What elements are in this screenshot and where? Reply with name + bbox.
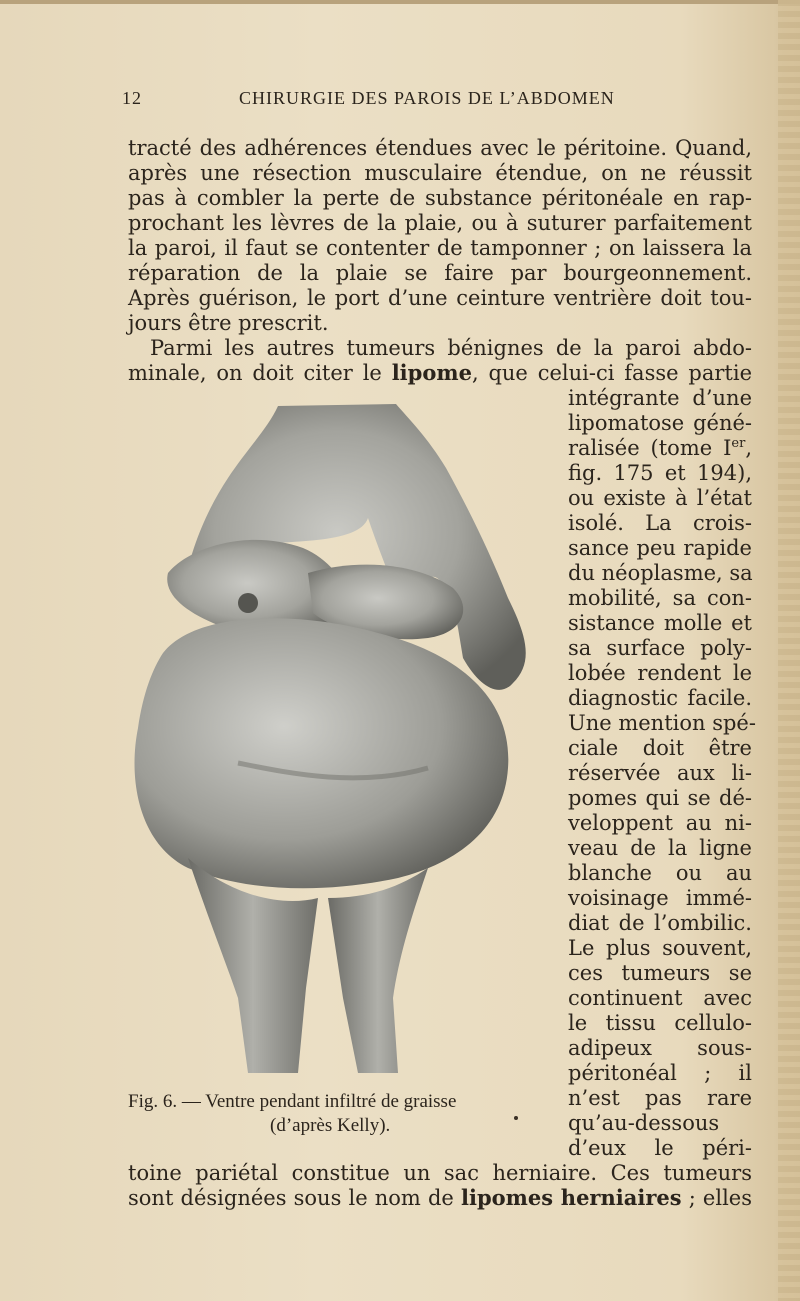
- caption-line: Fig. 6. — Ventre pendant infiltré de graisse: [128, 1091, 457, 1112]
- figure-caption: [128, 1090, 548, 1138]
- wrap-line: réservée aux li-: [568, 761, 752, 785]
- wrap-line: fig. 175 et 194),: [568, 461, 752, 485]
- wrap-line: adipeux sous-: [568, 1036, 752, 1060]
- wrap-line: intégrante d’une: [568, 386, 752, 410]
- text-span: sont désignées sous le nom de: [128, 1186, 461, 1210]
- text-line: prochant les lèvres de la plaie, ou à suturer parfaitement: [128, 211, 752, 235]
- page-top-edge: [0, 0, 800, 4]
- wrap-line: le tissu cellulo-: [568, 1011, 752, 1035]
- page-right-edge: [778, 0, 800, 1301]
- wrap-line: ces tumeurs se: [568, 961, 752, 985]
- wrap-line: Une mention spé-: [568, 711, 756, 735]
- superscript: er: [731, 436, 746, 451]
- wrap-line: lobée rendent le: [568, 661, 752, 685]
- text-line: après une résection musculaire étendue, on ne réussit: [128, 161, 752, 185]
- text-line: [128, 1185, 752, 1211]
- text-line: [128, 360, 752, 386]
- text-line: jours être prescrit.: [128, 311, 329, 335]
- wrap-line: Le plus souvent,: [568, 936, 752, 960]
- wrap-line: diat de l’ombilic.: [568, 911, 752, 935]
- running-title: CHIRURGIE DES PAROIS DE L’ABDOMEN: [239, 88, 615, 108]
- wrap-line: sa surface poly-: [568, 636, 752, 660]
- wrap-line: sistance molle et: [568, 611, 752, 635]
- text-line: toine pariétal constitue un sac herniaire. Ces tumeurs: [128, 1161, 752, 1185]
- wrap-line: n’est pas rare: [568, 1086, 752, 1110]
- paragraph-first-line: Parmi les autres tumeurs bénignes de la paroi abdo-: [150, 336, 752, 360]
- wrap-line: ou existe à l’état: [568, 486, 752, 510]
- text-span: ralisée (tome I: [568, 436, 732, 460]
- text-span: ; elles: [681, 1186, 752, 1210]
- text-line: Après guérison, le port d’une ceinture ventrière doit tou-: [128, 286, 752, 310]
- wrap-line: sance peu rapide: [568, 536, 752, 560]
- text-line: pas à combler la perte de substance péritonéale en rap-: [128, 186, 752, 210]
- text-span: , que celui-ci fasse partie: [471, 361, 752, 385]
- print-speck: [514, 1116, 518, 1120]
- wrap-line: mobilité, sa con-: [568, 586, 752, 610]
- wrap-line: du néoplasme, sa: [568, 561, 753, 585]
- text-line: réparation de la plaie se faire par bourgeonnement.: [128, 261, 752, 285]
- wrap-line: qu’au-dessous: [568, 1111, 720, 1135]
- text-span: ,: [745, 436, 752, 460]
- wrap-line: pomes qui se dé-: [568, 786, 752, 810]
- text-line: la paroi, il faut se contenter de tamponner ; on laissera la: [128, 236, 752, 260]
- wrap-line: blanche ou au: [568, 861, 752, 885]
- figure-abdomen: [135, 618, 509, 888]
- figure-legs: [188, 858, 428, 1073]
- wrap-line: diagnostic facile.: [568, 686, 752, 710]
- wrap-line: [568, 435, 752, 461]
- text-line: tracté des adhérences étendues avec le péritoine. Quand,: [128, 136, 752, 160]
- bold-term-lipomes-herniaires: lipomes herniaires: [460, 1185, 682, 1210]
- wrap-line: veloppent au ni-: [568, 811, 752, 835]
- wrap-line: isolé. La crois-: [568, 511, 752, 535]
- wrap-line: ciale doit être: [568, 736, 752, 760]
- wrap-line: voisinage immé-: [568, 886, 752, 910]
- bold-term-lipome: lipome: [391, 360, 472, 385]
- text-span: minale, on doit citer le: [128, 361, 392, 385]
- wrap-line: péritonéal ; il: [568, 1061, 752, 1085]
- figure-photograph: [128, 398, 538, 1078]
- page-number: 12: [122, 88, 142, 108]
- wrap-line: continuent avec: [568, 986, 752, 1010]
- caption-line: (d’après Kelly).: [270, 1115, 391, 1136]
- wrap-line: d’eux le péri-: [568, 1136, 752, 1160]
- page-header: [122, 88, 642, 116]
- wrap-line: lipomatose géné-: [568, 411, 752, 435]
- wrap-line: veau de la ligne: [568, 836, 752, 860]
